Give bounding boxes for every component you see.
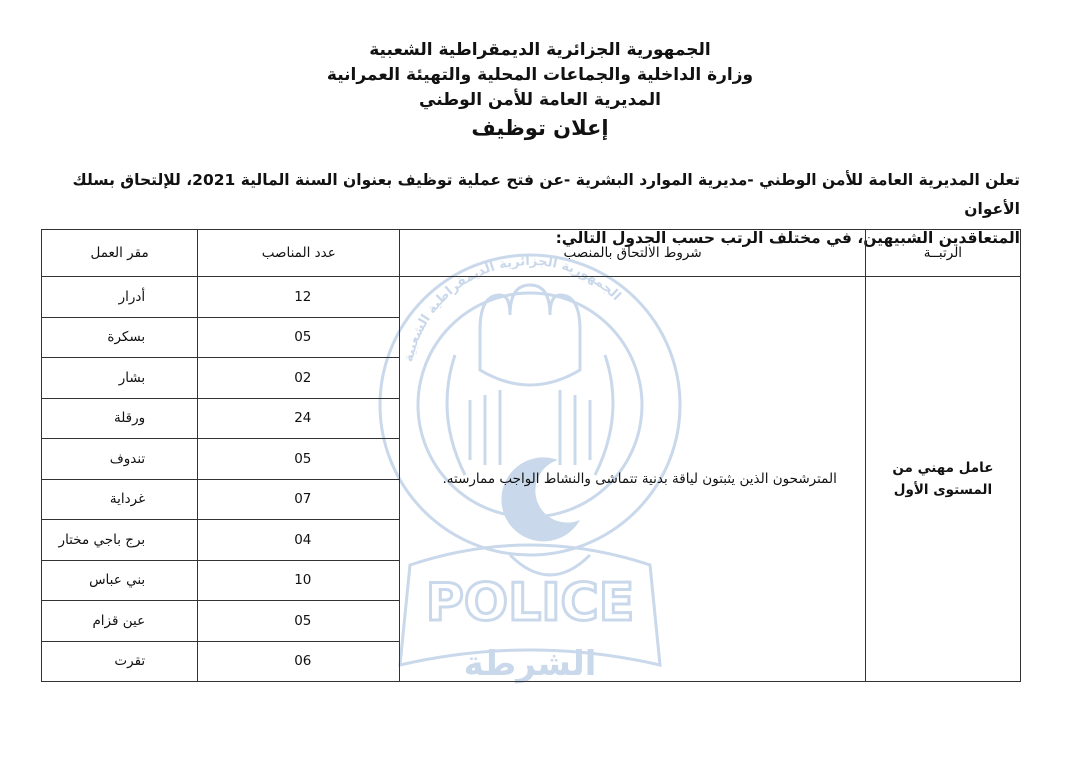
site-cell: عين قزام xyxy=(42,601,198,642)
site-cell: بسكرة xyxy=(42,317,198,358)
rank-cell: عامل مهني من المستوى الأول xyxy=(865,277,1020,682)
table-row xyxy=(42,277,1021,318)
count-cell: 05 xyxy=(198,317,400,358)
site-cell: تندوف xyxy=(42,439,198,480)
site-cell: تقرت xyxy=(42,641,198,682)
site-cell: غرداية xyxy=(42,479,198,520)
directorate-name: المديرية العامة للأمن الوطني xyxy=(419,90,661,110)
document-header xyxy=(0,38,1080,143)
intro-line-1: تعلن المديرية العامة للأمن الوطني -مديرية الموارد البشرية -عن فتح عملية توظيف بعنوان السنة المالية 2021، للإلتحاق بسلك الأعوان xyxy=(72,171,1020,218)
republic-name: الجمهورية الجزائرية الديمقراطية الشعبية xyxy=(369,40,711,60)
table-header-row xyxy=(42,230,1021,277)
count-cell: 07 xyxy=(198,479,400,520)
ministry-name: وزارة الداخلية والجماعات المحلية والتهيئة العمرانية xyxy=(326,65,754,85)
svg-text:الجمهورية الجزائرية الديمقراطي: الجمهورية الجزائرية الديمقراطية الشعبية xyxy=(401,253,624,364)
watermark-arabic-text: الشرطة xyxy=(463,644,597,684)
conditions-cell: المترشحون الذين يثبتون لياقة بدنية تتماشى والنشاط الواجب ممارسته. xyxy=(400,277,865,682)
site-cell: ورقلة xyxy=(42,398,198,439)
recruitment-table xyxy=(41,229,1021,682)
count-cell: 12 xyxy=(198,277,400,318)
count-cell: 02 xyxy=(198,358,400,399)
count-cell: 05 xyxy=(198,439,400,480)
header-count: عدد المناصب xyxy=(198,230,400,277)
site-cell: برج باجي مختار xyxy=(42,520,198,561)
header-conditions: شروط الالتحاق بالمنصب xyxy=(400,230,865,277)
header-rank: الرتبــة xyxy=(865,230,1020,277)
intro-line-2: المتعاقدين الشبيهين، في مختلف الرتب حسب الجدول التالي: xyxy=(555,229,1020,247)
announcement-title: إعلان توظيف xyxy=(471,116,609,140)
site-cell: أدرار xyxy=(42,277,198,318)
count-cell: 05 xyxy=(198,601,400,642)
site-cell: بني عباس xyxy=(42,560,198,601)
count-cell: 24 xyxy=(198,398,400,439)
header-site: مقر العمل xyxy=(42,230,198,277)
count-cell: 10 xyxy=(198,560,400,601)
site-cell: بشار xyxy=(42,358,198,399)
watermark-police-text: POLICE xyxy=(425,573,635,633)
count-cell: 06 xyxy=(198,641,400,682)
count-cell: 04 xyxy=(198,520,400,561)
